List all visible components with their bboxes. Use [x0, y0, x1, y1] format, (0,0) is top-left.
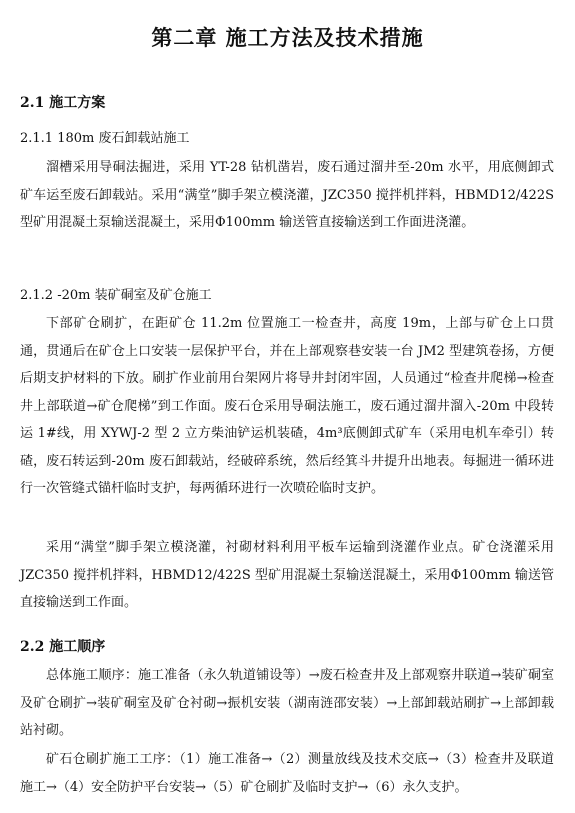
- chapter-title: 第二章 施工方法及技术措施: [151, 25, 424, 50]
- paragraph-2-2-a: 总体施工顺序：施工准备（永久轨道铺设等）→废石检查井及上部观察井联道→装矿硐室及矿仓刷扩→装矿硐室及矿仓衬砌→振机安装（湖南涟邵安装）→上部卸载站刷扩→上部卸载站衬砌。: [20, 668, 554, 738]
- paragraph-2-1-2-a: 下部矿仓刷扩，在距矿仓 11.2m 位置施工一检查井，高度 19m，上部与矿仓上口贯通，贯通后在矿仓上口安装一层保护平台，并在上部观察巷安装一台 JM2 型建筑卷扬，方便后期支护材料的下放。刷扩作业前用台架网片将导井封闭牢固，人员通过“检查井爬梯→检查井上部联道→矿仓爬梯”到工作面。废石仓采用导硐法施工，废石通过溜井溜入-20m 中段转运 1#线，用 XYWJ-2 型 2 立方柴油铲运机装碴，4m³底侧卸式矿车（采用电机车牵引）转碴，废石转运到-20m 废石卸载站，经破碎系统，然后经箕斗井提升出地表。每掘进一循环进行一次管缝式锚杆临时支护，每两循环进行一次喷砼临时支护。: [20, 316, 554, 496]
- section-heading-2-1: 2.1 施工方案: [20, 95, 106, 111]
- paragraph-2-1-1: 溜槽采用导硐法掘进，采用 YT-28 钻机凿岩，废石通过溜井至-20m 水平，用底侧卸式矿车运至废石卸载站。采用“满堂”脚手架立模浇灌，JZC350 搅拌机拌料，HBMD12/422S 型矿用混凝土泵输送混凝土，采用Φ100mm 输送管直接输送到工作面进浇灌。: [20, 160, 554, 230]
- paragraph-2-1-2-b: 采用“满堂”脚手架立模浇灌，衬砌材料利用平板车运输到浇灌作业点。矿仓浇灌采用 JZC350 搅拌机拌料，HBMD12/422S 型矿用混凝土泵输送混凝土，采用Φ100mm 输送管直接输送到工作面。: [20, 540, 554, 610]
- section-heading-2-2: 2.2 施工顺序: [20, 639, 106, 655]
- subsection-heading-2-1-1: 2.1.1 180m 废石卸载站施工: [20, 131, 190, 146]
- paragraph-2-2-b: 矿石仓刷扩施工工序：（1）施工准备→（2）测量放线及技术交底→（3）检查井及联道施工→（4）安全防护平台安装→（5）矿仓刷扩及临时支护→（6）永久支护。: [20, 752, 554, 795]
- subsection-heading-2-1-2: 2.1.2 -20m 装矿硐室及矿仓施工: [20, 288, 212, 303]
